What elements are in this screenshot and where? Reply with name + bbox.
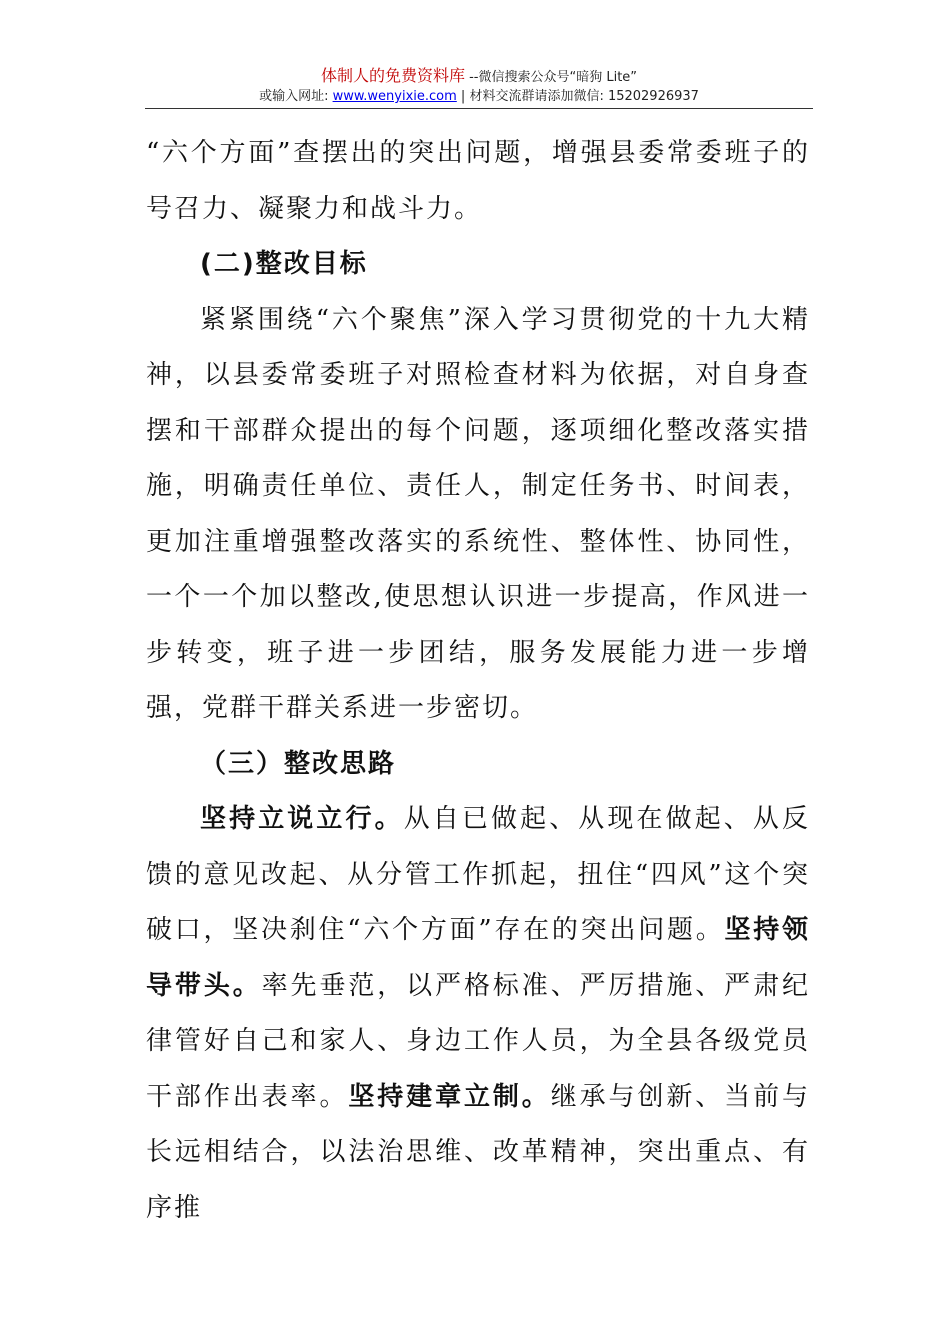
header-divider xyxy=(145,108,813,109)
page-header xyxy=(145,66,813,106)
paragraph-approach xyxy=(146,792,810,1236)
principle-3-title: 坚持建章立制。 xyxy=(348,1081,551,1112)
section-heading-goals: (二)整改目标 xyxy=(200,249,368,279)
wechat-slogan: --微信搜索公众号“暗狗 Lite” xyxy=(464,70,638,85)
document-body xyxy=(146,126,810,1236)
header-banner xyxy=(145,66,813,88)
principle-1-title: 坚持立说立行。 xyxy=(200,804,404,834)
section-heading-approach: （三）整改思路 xyxy=(200,748,397,779)
brand-title: 体制人的免费资料库 xyxy=(320,66,465,85)
contact-info: | 材料交流群请添加微信: 15202926937 xyxy=(456,89,699,104)
header-contact-line xyxy=(145,88,813,106)
principle-2-text: 率先垂范，以严格标准、严厉措施、严肃纪律管好自己和家人、身边工作人员，为全县各级党员干部作出表率。 xyxy=(146,970,810,1112)
paragraph-goals: 紧紧围绕“六个聚焦”深入学习贯彻党的十九大精神，以县委常委班子对照检查材料为依据，对自身查摆和干部群众提出的每个问题，逐项细化整改落实措施，明确责任单位、责任人，制定任务书、时间表，更加注重增强整改落实的系统性、整体性、协同性，一个一个加以整改,使思想认识进一步提高，作风进一步转变，班子进一步团结，服务发展能力进一步增强，党群干群关系进一步密切。 xyxy=(146,304,810,723)
site-prefix: 或输入网址: xyxy=(259,89,333,104)
paragraph-continuation: “六个方面”查摆出的突出问题，增强县委常委班子的号召力、凝聚力和战斗力。 xyxy=(146,138,810,224)
site-link[interactable]: www.wenyixie.com xyxy=(332,89,457,104)
principle-3-text: 继承与创新、当前与长远相结合，以法治思维、改革精神，突出重点、有序推 xyxy=(146,1081,810,1223)
principle-1-text: 从自已做起、从现在做起、从反馈的意见改起、从分管工作抓起，扭住“四风”这个突破口，坚决刹住“六个方面”存在的突出问题。 xyxy=(146,804,810,945)
principle-2-title: 坚持领导带头。 xyxy=(146,915,810,1001)
